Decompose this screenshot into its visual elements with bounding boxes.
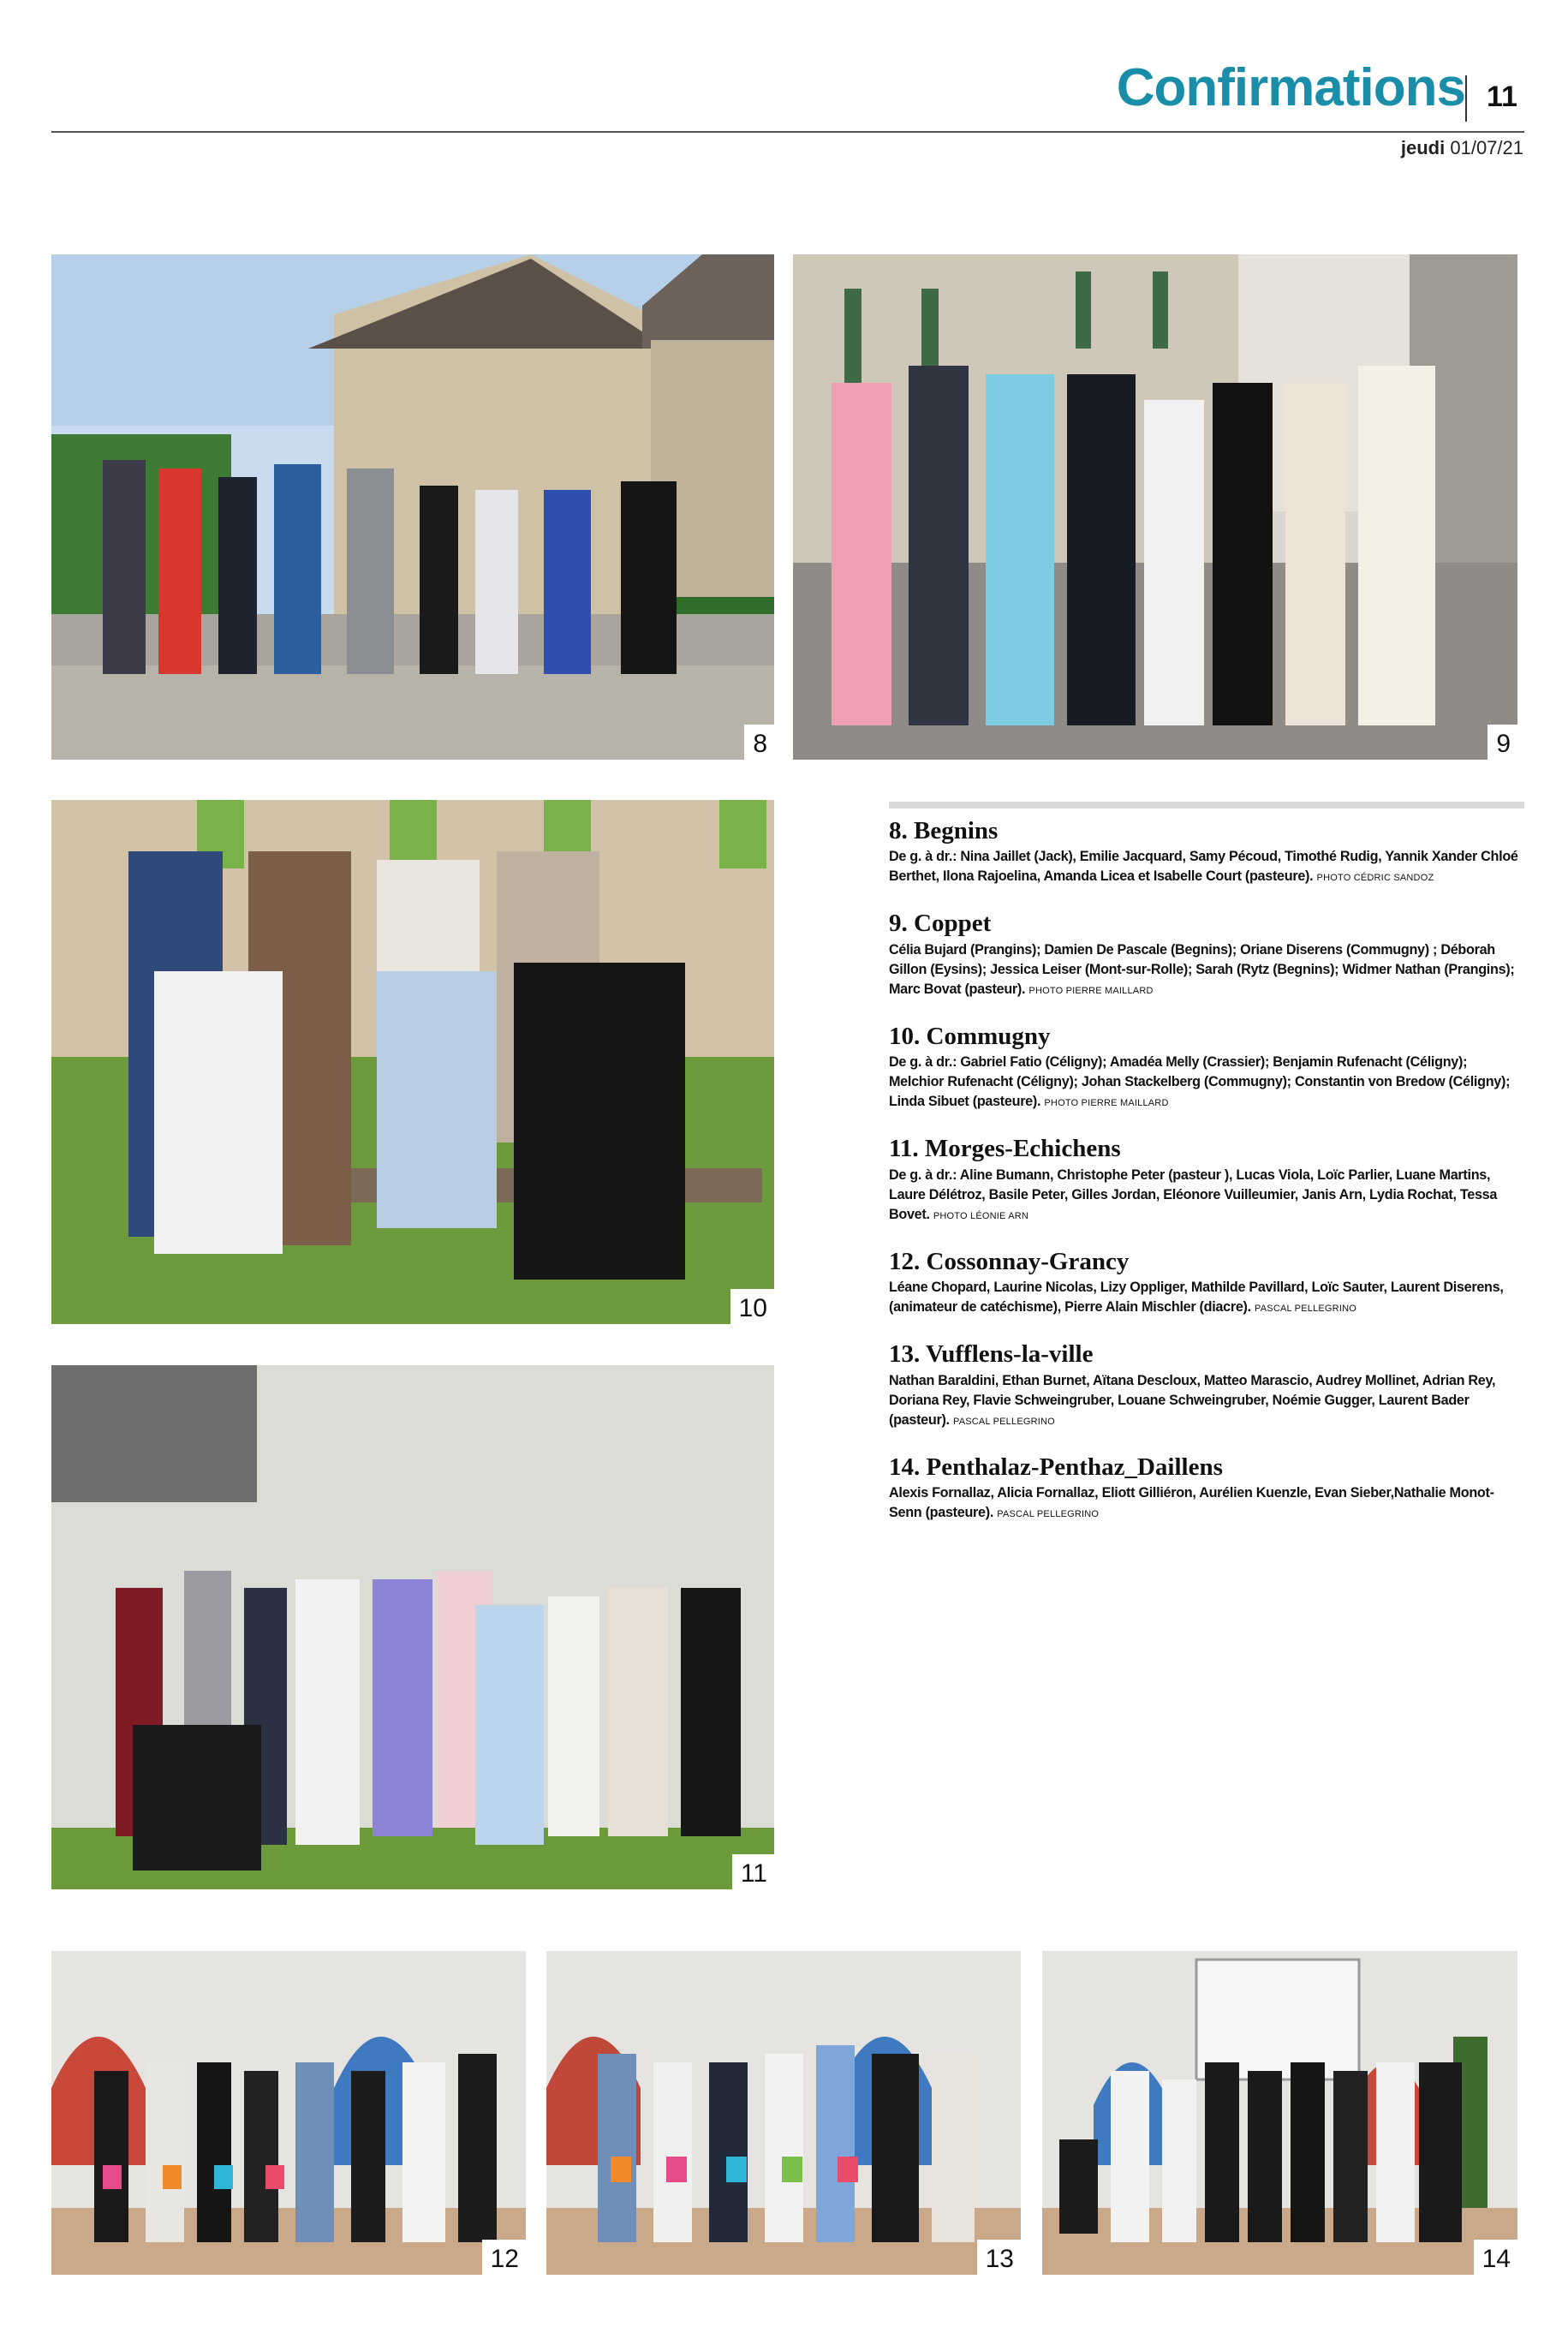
issue-date bbox=[1401, 137, 1523, 159]
caption-text bbox=[889, 1278, 1524, 1319]
caption-names: De g. à dr.: Aline Bumann, Christophe Peter (pasteur ), Lucas Viola, Loïc Parlier, Luane Martins, Laure Délétroz, Basile Peter, Gilles Jordan, Eléonore Vuilleumier, Janis Arn, Lydia Rochat, Tessa Bovet. bbox=[889, 1166, 1498, 1222]
caption-coppet bbox=[889, 910, 1524, 1000]
photo-credit: PHOTO LÉONIE ARN bbox=[933, 1210, 1029, 1221]
photo-begnins bbox=[51, 254, 774, 760]
caption-penthalaz bbox=[889, 1454, 1524, 1524]
photo-coppet-image bbox=[793, 254, 1517, 760]
captions-rule bbox=[889, 802, 1524, 808]
photo-penthalaz-image bbox=[1042, 1951, 1517, 2275]
photo-credit: PHOTO CÉDRIC SANDOZ bbox=[1316, 873, 1434, 884]
caption-title: 10. Commugny bbox=[889, 1022, 1051, 1050]
caption-names: De g. à dr.: Gabriel Fatio (Céligny); Amadéa Melly (Crassier); Benjamin Rufenacht (Céligny); Melchior Rufenacht (Céligny); Johan Stackelberg (Commugny); Constantin von Bredow (Céligny); Linda Sibuet (pasteure). bbox=[889, 1054, 1511, 1110]
photo-morges-echichens bbox=[51, 1365, 774, 1889]
photo-coppet bbox=[793, 254, 1517, 760]
captions-column bbox=[889, 818, 1524, 1547]
caption-vufflens-la-ville bbox=[889, 1341, 1524, 1431]
caption-title: 9. Coppet bbox=[889, 910, 992, 938]
caption-text bbox=[889, 1371, 1524, 1432]
caption-title: 12. Cossonnay-Grancy bbox=[889, 1247, 1130, 1275]
photo-number-14: 14 bbox=[1474, 2240, 1517, 2275]
photo-vufflens-la-ville bbox=[546, 1951, 1021, 2275]
caption-names: De g. à dr.: Nina Jaillet (Jack), Emilie Jacquard, Samy Pécoud, Timothé Rudig, Yannik Xander Chloé Berthet, Ilona Rajoelina, Amanda Licea et Isabelle Court (pasteure). bbox=[889, 849, 1518, 885]
caption-title: 8. Begnins bbox=[889, 817, 999, 844]
photo-number-10: 10 bbox=[730, 1289, 774, 1324]
header-separator bbox=[1465, 75, 1467, 122]
photo-commugny-image bbox=[51, 800, 774, 1324]
caption-title: 13. Vufflens-la-ville bbox=[889, 1340, 1094, 1369]
caption-cossonnay-grancy bbox=[889, 1249, 1524, 1319]
photo-morges-echichens-image bbox=[51, 1365, 774, 1889]
photo-number-12: 12 bbox=[482, 2240, 526, 2275]
issue-day: jeudi bbox=[1400, 137, 1446, 158]
photo-credit: PASCAL PELLEGRINO bbox=[952, 1416, 1055, 1427]
caption-text bbox=[889, 1483, 1524, 1524]
caption-text bbox=[889, 1166, 1524, 1226]
caption-names: Léane Chopard, Laurine Nicolas, Lizy Oppliger, Mathilde Pavillard, Loïc Sauter, Laurent Diserens, (animateur de catéchisme), Pierre Alain Mischler (diacre). bbox=[889, 1280, 1504, 1316]
section-title: Confirmations bbox=[1116, 58, 1465, 117]
photo-begnins-image bbox=[51, 254, 774, 760]
photo-credit: PHOTO PIERRE MAILLARD bbox=[1044, 1098, 1169, 1109]
photo-number-11: 11 bbox=[732, 1854, 774, 1889]
caption-text bbox=[889, 940, 1524, 1001]
caption-names: Nathan Baraldini, Ethan Burnet, Aïtana Descloux, Matteo Marascio, Audrey Mollinet, Adrian Rey, Doriana Rey, Flavie Schweingruber, Louane Schweingruber, Noémie Gugger, Laurent Bader (pasteur). bbox=[889, 1372, 1496, 1428]
header-rule bbox=[51, 131, 1524, 133]
caption-commugny bbox=[889, 1023, 1524, 1113]
caption-text bbox=[889, 1053, 1524, 1113]
photo-penthalaz bbox=[1042, 1951, 1517, 2275]
page-number: 11 bbox=[1487, 81, 1517, 113]
issue-date-value: 01/07/21 bbox=[1450, 137, 1523, 158]
caption-begnins bbox=[889, 818, 1524, 888]
photo-credit: PASCAL PELLEGRINO bbox=[1255, 1304, 1356, 1315]
caption-title: 11. Morges-Echichens bbox=[889, 1135, 1121, 1163]
photo-vufflens-la-ville-image bbox=[546, 1951, 1021, 2275]
caption-text bbox=[889, 847, 1524, 888]
caption-morges-echichens bbox=[889, 1136, 1524, 1226]
photo-commugny bbox=[51, 800, 774, 1324]
photo-number-9: 9 bbox=[1488, 725, 1517, 760]
caption-names: Alexis Fornallaz, Alicia Fornallaz, Eliott Gilliéron, Aurélien Kuenzle, Evan Sieber,Nathalie Monot-Senn (pasteure). bbox=[889, 1485, 1494, 1521]
photo-cossonnay-grancy bbox=[51, 1951, 526, 2275]
photo-number-13: 13 bbox=[977, 2240, 1021, 2275]
photo-cossonnay-grancy-image bbox=[51, 1951, 526, 2275]
photo-credit: PASCAL PELLEGRINO bbox=[997, 1509, 1100, 1520]
photo-number-8: 8 bbox=[744, 725, 774, 760]
photo-credit: PHOTO PIERRE MAILLARD bbox=[1028, 985, 1154, 996]
caption-names: Célia Bujard (Prangins); Damien De Pascale (Begnins); Oriane Diserens (Commugny) ; Déborah Gillon (Eysins); Jessica Leiser (Mont-sur-Rolle); Sarah (Rytz (Begnins); Widmer Nathan (Prangins); Marc Bovat (pasteur). bbox=[889, 941, 1515, 997]
caption-title: 14. Penthalaz-Penthaz_Daillens bbox=[889, 1453, 1223, 1481]
